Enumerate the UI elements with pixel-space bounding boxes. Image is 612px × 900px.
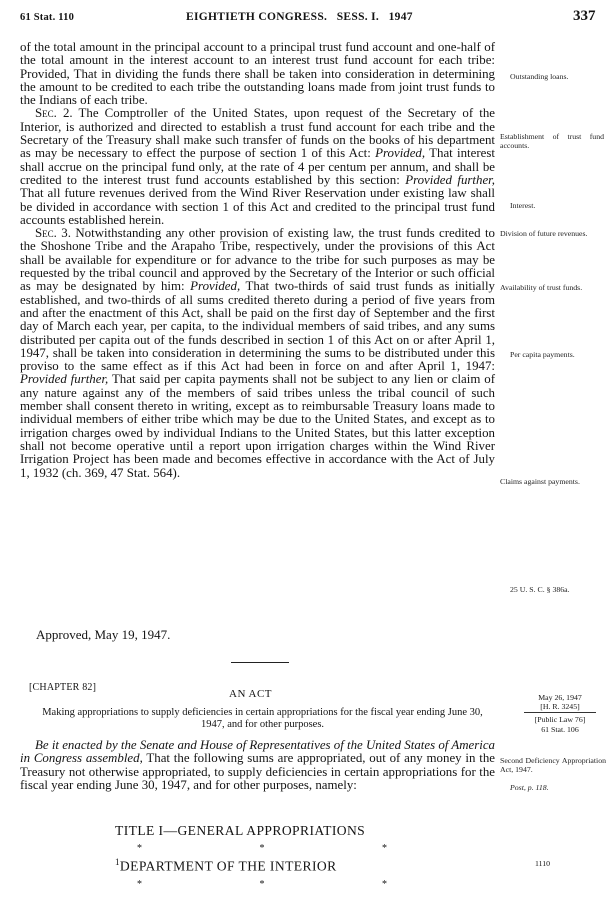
section-3-label: Sec. 3. (35, 226, 71, 241)
margin-note-availability: Availability of trust funds. (500, 283, 583, 292)
statute-citation: 61 Stat. 110 (20, 12, 75, 23)
reference-rule (524, 712, 596, 713)
margin-note-per-capita: Per capita payments. (510, 350, 575, 359)
department-heading (115, 857, 337, 875)
star: * (137, 843, 142, 854)
continued-paragraph (20, 41, 495, 107)
footnote-reference: 1110 (535, 859, 551, 868)
section-3-provided-further: Provided further, (20, 372, 109, 387)
margin-note-establishment: Establishment of trust fund accounts. (500, 132, 604, 150)
margin-note-claims: Claims against payments. (500, 477, 580, 486)
footnote-marker: 1 (115, 857, 120, 867)
section-2-text-b: That interest shall accrue on the principal fund only, at the rate of 4 per centum per annum, and shall be credited to the interest trust fund accounts established by this section: (20, 146, 495, 187)
approval-line: Approved, May 19, 1947. (36, 627, 171, 642)
margin-note-usc: 25 U. S. C. § 386a. (510, 585, 570, 594)
star: * (382, 879, 387, 890)
enacting-formula: Be it enacted by the Senate and House of Representatives of the United States of America in Congress assembled, (20, 738, 496, 766)
margin-note-division: Division of future revenues. (500, 229, 588, 238)
department-name: DEPARTMENT OF THE INTERIOR (119, 858, 337, 874)
margin-note-second-deficiency: Second Deficiency Appropriation Act, 1947. (500, 756, 606, 774)
star: * (382, 843, 387, 854)
title-heading: TITLE I—GENERAL APPROPRIATIONS (115, 823, 366, 838)
page-number: 337 (573, 8, 596, 24)
approval-date: May 26, 1947 (538, 693, 582, 702)
section-2-provided-further: Provided further, (405, 172, 495, 187)
act-description: Making appropriations to supply deficiencies in certain appropriations for the fiscal year ending June 30, 1947, and for other purposes. (42, 707, 483, 730)
section-2-label: Sec. 2. (35, 106, 73, 121)
margin-note-outstanding-loans: Outstanding loans. (510, 72, 569, 81)
statute-body (20, 41, 495, 480)
omission-stars (137, 879, 387, 890)
star: * (259, 879, 265, 890)
margin-note-interest: Interest. (510, 201, 536, 210)
section-divider (231, 662, 289, 663)
act-title: AN ACT (229, 688, 273, 700)
section-2-text-c: That all future revenues derived from the Wind River Reservation under existing law shall be divided in accordance with section 1 of this Act and credited to the principal trust fund accounts established herein. (20, 186, 495, 227)
star: * (137, 879, 142, 890)
section-2 (20, 107, 495, 227)
public-law-number: [Public Law 76] (534, 715, 586, 725)
stat-reference: 61 Stat. 106 (541, 724, 579, 734)
congress-session-heading: EIGHTIETH CONGRESS. SESS. I. 1947 (186, 11, 413, 23)
star: * (259, 843, 265, 854)
bill-reference (520, 693, 600, 734)
bill-number: [H. R. 3245] (540, 702, 580, 712)
enacting-clause (20, 739, 495, 792)
section-3-provided: Provided, (190, 279, 241, 294)
section-3-text-c: That said per capita payments shall not be subject to any lien or claim of any nature against any of the members of said tribes unless the tribal council of such member shall consent thereto in writing, except as to reimbursable Treasury loans made to individual members of either tribe which may be due to the United States, and except as to irrigation charges owed by individual Indians to the United States, but this latter exception shall not become operative until a report upon irrigation charges within the Wind River Irrigation Project has been made and becomes effective in accordance with the Act of July 1, 1932 (ch. 369, 47 Stat. 564). (20, 372, 495, 480)
margin-note-post: Post, p. 118. (510, 783, 549, 792)
section-3-text-b: That two-thirds of said trust funds as initially established, and two-thirds of all sums credited thereto during a period of five years from and after the enactment of this Act, shall be paid on the first day of September and the first day of March each year, per capita, to the individual members of said tribes, and any sums distributed per capita out of the funds described in section 1 of this Act on or after April 1, 1947, shall be taken into consideration in determining the sums to be distributed under this proviso to the same effect as if this Act had been in force on and after April 1, 1947: (20, 279, 495, 374)
section-2-provided: Provided, (375, 146, 426, 161)
section-2-text-a: The Comptroller of the United States, upon request of the Secretary of the Interior, is authorized and directed to establish a trust fund account for each tribe and the Secretary of the Treasury shall make such transfer of funds on the books of his department as may be necessary to effect the purpose of section 1 of this Act: (20, 106, 495, 161)
omission-stars (137, 843, 387, 854)
enacting-text: That the following sums are appropriated, out of any money in the Treasury not otherwise appropriated, to supply deficiencies in certain appropriations for the fiscal year ending June 30, 1947, and for other purposes, namely: (20, 751, 496, 792)
chapter-label: [CHAPTER 82] (29, 682, 97, 693)
paragraph-text: of the total amount in the principal account to a principal trust fund account and one-half of the total amount in the interest account to an interest trust fund account for each tribe: Provided, That in dividing the funds there shall be taken into consideration in determining the amount to be credited to each tribe the outstanding loans made from joint trust funds to the Indians of each tribe. (20, 40, 495, 108)
section-3-text-a: Notwithstanding any other provision of existing law, the trust funds credited to the Shoshone Tribe and the Arapaho Tribe, respectively, under the provisions of this Act shall be available for expenditure or for advance to the tribe for such purposes as may be requested by the tribal council and approved by the Secretary of the Interior or such official as may be designated by him: (20, 226, 495, 294)
section-3 (20, 227, 495, 480)
running-header (0, 8, 612, 28)
